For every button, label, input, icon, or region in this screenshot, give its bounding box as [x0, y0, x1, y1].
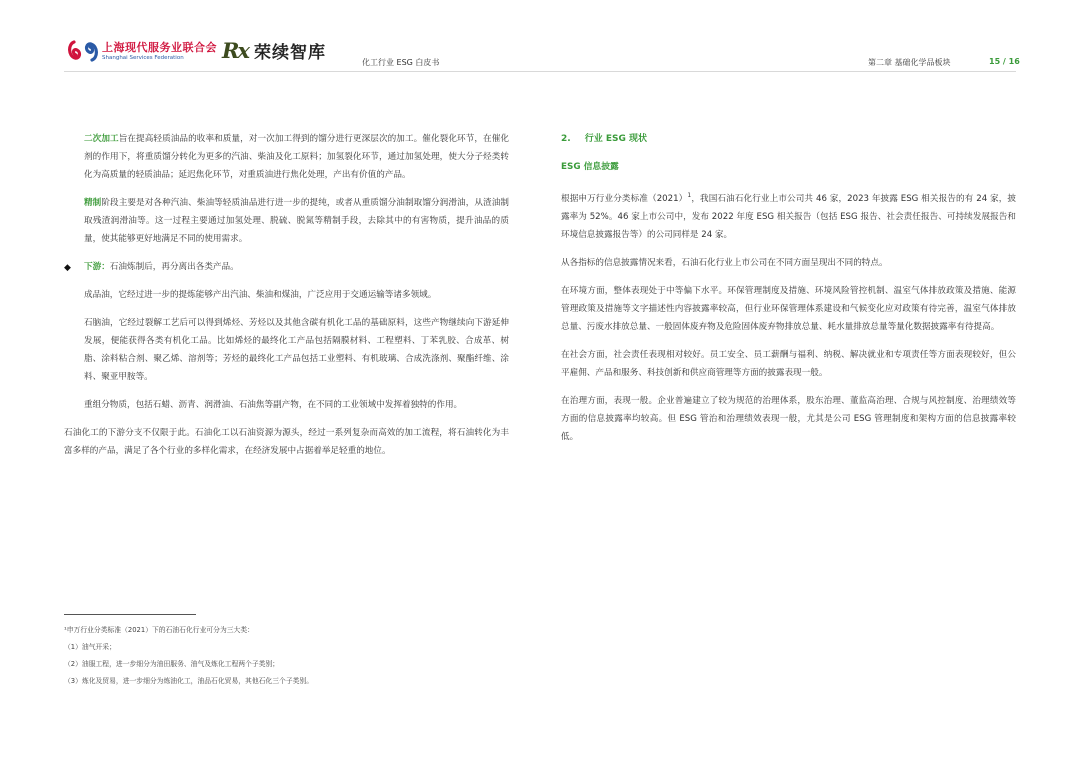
- doc-title: 化工行业 ESG 白皮书: [362, 58, 440, 67]
- section-heading: [561, 130, 1016, 148]
- rx-mark: Rx: [222, 38, 248, 63]
- term-refining: 精制: [84, 198, 102, 208]
- paragraph-social: 在社会方面，社会责任表现相对较好。员工安全、员工薪酬与福利、纳税、解决就业和专项责任等方面表现较好，但公平雇佣、产品和服务、科技创新和供应商管理等方面的披露表现一般。: [561, 350, 1016, 378]
- footnote-line: ¹申万行业分类标准（2021）下的石油石化行业可分为三大类：: [64, 626, 254, 634]
- right-column: [561, 130, 1016, 456]
- rx-logo: [222, 38, 326, 63]
- footnote-line: （1）油气开采；: [64, 643, 116, 651]
- paragraph-text: ，我国石油石化行业上市公司共 46 家，2023 年披露 ESG 相关报告的有 24 家，披露率为 52%。46 家上市公司中，发布 2022 年度 ESG 相关报告（包括 ESG 报告、社会责任报告、可持续发展报告和环境信息披露报告等）的公司同样是 24 家。: [561, 194, 1016, 240]
- footnote-line: （3）炼化及贸易，进一步细分为炼油化工，油品石化贸易，其他石化三个子类别。: [64, 677, 314, 685]
- section-number: 2.: [561, 134, 571, 144]
- bullet-downstream: [64, 258, 509, 276]
- paragraph-downstream-summary: 石油化工的下游分支不仅限于此。石油化工以石油资源为源头，经过一系列复杂而高效的加工流程，将石油转化为丰富多样的产品，满足了各个行业的多样化需求，在经济发展中占据着举足轻重的地位。: [64, 428, 509, 456]
- paragraph-refined-oil: 成品油，它经过进一步的提炼能够产出汽油、柴油和煤油，广泛应用于交通运输等诸多领域。: [84, 290, 437, 300]
- paragraph-refining: [84, 194, 509, 248]
- footnote-divider: [64, 614, 196, 615]
- paragraph-environment: 在环境方面，整体表现处于中等偏下水平。环保管理制度及措施、环境风险管控机制、温室气体排放政策及措施、能源管理政策及措施等文字描述性内容披露率较高，但行业环保管理体系建设和气候变化应对政策有待完善，温室气体排放总量、污废水排放总量、一般固体废弃物及危险固体废弃物排放总量、耗水量排放总量等量化数据披露率有待提高。: [561, 286, 1016, 332]
- paragraph-disclosure-stats: [561, 190, 1016, 244]
- rx-brand-name: 荣续智库: [253, 43, 326, 63]
- section-title: 行业 ESG 现状: [584, 134, 647, 144]
- bullet-text: 石油炼制后，再分离出各类产品。: [109, 262, 239, 272]
- paragraph-text: 阶段主要是对各种汽油、柴油等轻质油品进行进一步的提纯，或者从重质馏分油制取馏分润滑油，从渣油制取残渣润滑油等。这一过程主要通过加氢处理、脱硫、脱氮等精制手段，去除其中的有害物质，提升油品的质量，使其能够更好地满足不同的使用需求。: [84, 198, 509, 244]
- page-number: 15 / 16: [989, 57, 1020, 66]
- paragraph-secondary-processing: [84, 130, 509, 184]
- paragraph-indicators: 从各指标的信息披露情况来看，石油石化行业上市公司在不同方面呈现出不同的特点。: [561, 258, 888, 268]
- header-divider: [64, 71, 1016, 72]
- footnote-line: （2）油服工程，进一步细分为油田服务、油气及炼化工程两个子类别；: [64, 660, 280, 668]
- paragraph-naphtha: 石脑油，它经过裂解工艺后可以得到烯烃、芳烃以及其他含碳有机化工品的基础原料，这些产物继续向下游延伸发展，便能获得各类有机化工品。比如烯烃的最终化工产品包括隔膜材料、工程塑料、丁苯乳胶、合成革、树脂、涂料粘合剂、聚乙烯、溶剂等；芳烃的最终化工产品包括工业塑料、有机玻璃、合成洗涤剂、聚酯纤维、涂料、聚亚甲胺等。: [84, 318, 509, 382]
- paragraph-governance: 在治理方面，表现一般。企业普遍建立了较为规范的治理体系，股东治理、董监高治理、合规与风控制度、治理绩效等方面的信息披露率均较高。但 ESG 管治和治理绩效表现一般，尤其是公司 ESG 管理制度和架构方面的信息披露率较低。: [561, 396, 1016, 442]
- term-secondary-processing: 二次加工: [84, 134, 119, 144]
- ssf-logo-mark-icon: [68, 38, 98, 64]
- footnote-ref[interactable]: 1: [687, 192, 692, 200]
- paragraph-text: 旨在提高轻质油品的收率和质量，对一次加工得到的馏分进行更深层次的加工。催化裂化环节，在催化剂的作用下，将重质馏分转化为更多的汽油、柴油及化工原料；加氢裂化环节，通过加氢处理，使大分子烃类转化为高质量的轻质油品；延迟焦化环节，对重质油进行焦化处理，产出有价值的产品。: [84, 134, 509, 180]
- paragraph-heavy-components: 重组分物质，包括石蜡、沥青、润滑油、石油焦等副产物，在不同的工业领域中发挥着独特的作用。: [84, 400, 463, 410]
- paragraph-text: 根据申万行业分类标准（2021）: [561, 194, 688, 204]
- diamond-bullet-icon: ◆: [64, 263, 71, 273]
- subsection-heading: ESG 信息披露: [561, 162, 619, 172]
- term-downstream: 下游：: [84, 262, 110, 272]
- left-column: [64, 130, 509, 470]
- ssf-logo: [68, 38, 217, 64]
- ssf-name-cn: 上海现代服务业联合会: [102, 40, 217, 54]
- chapter-title: 第二章 基础化学品板块: [868, 58, 951, 67]
- ssf-name-en: Shanghai Services Federation: [102, 54, 184, 61]
- footnotes: [64, 622, 564, 690]
